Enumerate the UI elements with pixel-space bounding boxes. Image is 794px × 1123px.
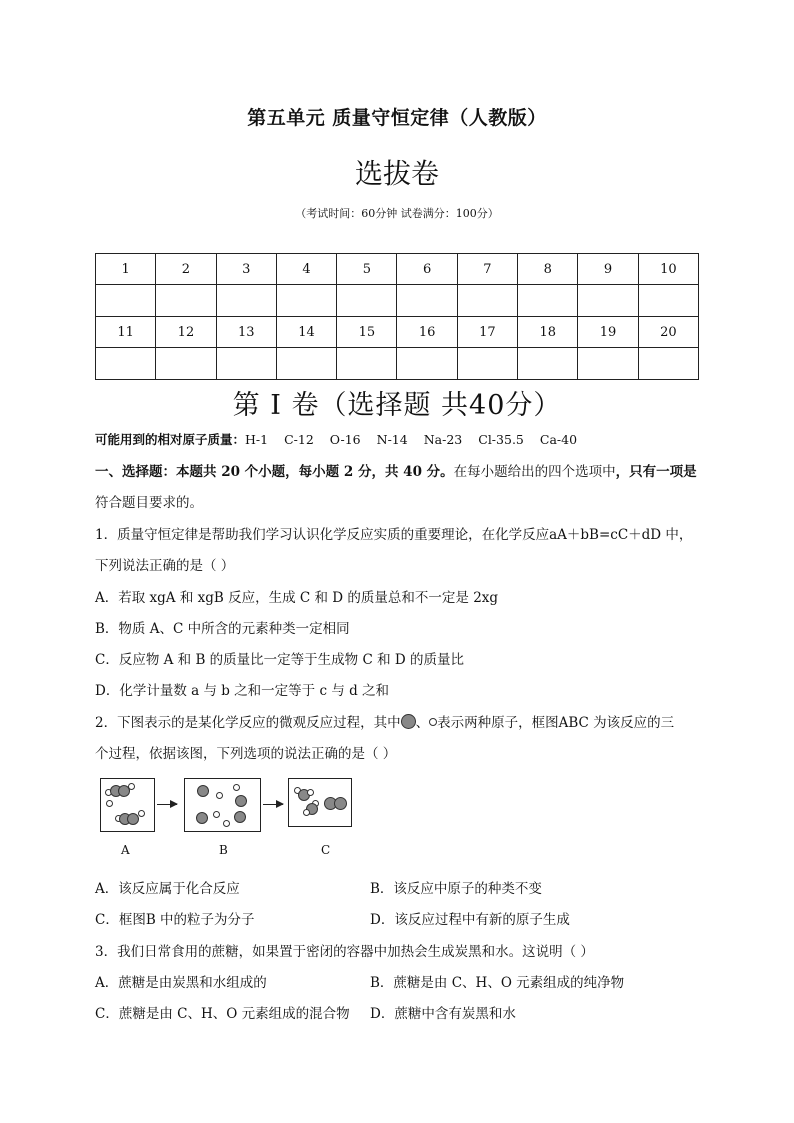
- q1-option-b[interactable]: B．物质 A、C 中所含的元素种类一定相同: [95, 621, 350, 637]
- q1-option-a[interactable]: A．若取 xgA 和 xgB 反应，生成 C 和 D 的质量总和不一定是 2xg: [95, 590, 499, 606]
- document-title: 第五单元 质量守恒定律（人教版）: [247, 107, 547, 129]
- part-title: 第 I 卷（选择题 共40分）: [232, 390, 562, 421]
- q1-stem-line1: 1．质量守恒定律是帮助我们学习认识化学反应实质的重要理论，在化学反应aA＋bB=cC＋dD 中，: [95, 527, 693, 543]
- section-heading-title: 一、选择题：本题共 20 个小题，每小题 2 分，共 40 分。: [95, 464, 454, 480]
- q3-stem: 3．我们日常食用的蔗糖，如果置于密闭的容器中加热会生成炭黑和水。这说明（ ）: [95, 944, 594, 960]
- q1-option-d[interactable]: D．化学计量数 a 与 b 之和一定等于 c 与 d 之和: [95, 683, 390, 699]
- q3-option-d[interactable]: D．蔗糖中含有炭黑和水: [370, 1006, 516, 1022]
- grey-atom: [197, 785, 209, 797]
- white-atom: [233, 784, 240, 791]
- answer-cell[interactable]: [96, 285, 156, 317]
- grid-number-cell: 15: [337, 317, 397, 348]
- arrow-b-c: [263, 804, 283, 805]
- grid-number-cell: 5: [337, 254, 397, 285]
- white-atom: [213, 811, 220, 818]
- grid-number-cell: 8: [518, 254, 578, 285]
- q2-stem-part1: 2．下图表示的是某化学反应的微观反应过程，其中: [95, 715, 401, 731]
- answer-cell[interactable]: [216, 348, 276, 380]
- answer-cell[interactable]: [578, 285, 638, 317]
- q3-option-a[interactable]: A．蔗糖是由炭黑和水组成的: [95, 975, 267, 991]
- grid-number-cell: 20: [638, 317, 698, 348]
- q3-option-c[interactable]: C．蔗糖是由 C、H、O 元素组成的混合物: [95, 1006, 350, 1022]
- grey-atom: [196, 812, 208, 824]
- white-atom: [216, 792, 223, 799]
- answer-grid: [95, 253, 699, 380]
- reaction-diagram: [100, 773, 360, 863]
- grid-number-cell: 6: [397, 254, 457, 285]
- white-atom: [223, 820, 230, 827]
- answer-cell[interactable]: [276, 285, 336, 317]
- arrow-a-b: [157, 804, 177, 805]
- grey-atom: [334, 797, 347, 810]
- section-heading: [95, 460, 697, 480]
- section-heading-text-a: 在每小题给出的四个选项中: [453, 464, 616, 480]
- answer-cell[interactable]: [156, 285, 216, 317]
- grid-number-cell: 14: [276, 317, 336, 348]
- grid-number-cell: 2: [156, 254, 216, 285]
- q2-stem-line1: [95, 711, 674, 731]
- grid-number-cell: 11: [96, 317, 156, 348]
- q2-stem-line2: 个过程，依据该图，下列选项的说法正确的是（ ）: [95, 746, 397, 762]
- grid-header-row-1: [96, 254, 699, 285]
- document-subtitle: 选拔卷: [354, 157, 439, 190]
- white-atom: [106, 800, 113, 807]
- q2-option-c[interactable]: C．框图B 中的粒子为分子: [95, 912, 255, 928]
- atomic-mass-item: Ca-40: [539, 432, 578, 447]
- atomic-mass-item: H-1: [245, 432, 269, 447]
- grid-answer-row-1: [96, 285, 699, 317]
- grid-number-cell: 17: [457, 317, 517, 348]
- frame-label-a: A: [121, 843, 130, 857]
- frame-label-b: B: [219, 843, 228, 857]
- answer-cell[interactable]: [337, 285, 397, 317]
- q3-option-b[interactable]: B．蔗糖是由 C、H、O 元素组成的纯净物: [370, 975, 625, 991]
- frame-b: [184, 778, 261, 832]
- q2-option-b[interactable]: B．该反应中原子的种类不变: [370, 881, 542, 897]
- answer-cell[interactable]: [518, 285, 578, 317]
- answer-cell[interactable]: [156, 348, 216, 380]
- grey-atom: [234, 811, 246, 823]
- answer-cell[interactable]: [457, 285, 517, 317]
- grid-number-cell: 4: [276, 254, 336, 285]
- section-heading-line2: 符合题目要求的。: [95, 495, 203, 511]
- atomic-masses-line: [95, 430, 593, 448]
- q1-stem-line2: 下列说法正确的是（ ）: [95, 558, 235, 574]
- exam-info: （考试时间：60分钟 试卷满分：100分）: [295, 207, 499, 220]
- answer-cell[interactable]: [216, 285, 276, 317]
- grid-number-cell: 13: [216, 317, 276, 348]
- grid-number-cell: 16: [397, 317, 457, 348]
- answer-cell[interactable]: [397, 348, 457, 380]
- answer-cell[interactable]: [337, 348, 397, 380]
- atomic-mass-item: Cl-35.5: [478, 432, 524, 447]
- atomic-mass-item: O-16: [329, 432, 361, 447]
- answer-cell[interactable]: [518, 348, 578, 380]
- atomic-mass-item: C-12: [284, 432, 314, 447]
- frame-c: [288, 778, 352, 827]
- answer-cell[interactable]: [96, 348, 156, 380]
- atomic-mass-item: N-14: [376, 432, 408, 447]
- frame-a: [100, 778, 155, 832]
- grey-atom-icon: [401, 714, 416, 729]
- answer-cell[interactable]: [276, 348, 336, 380]
- q1-option-c[interactable]: C．反应物 A 和 B 的质量比一定等于生成物 C 和 D 的质量比: [95, 652, 464, 668]
- grid-number-cell: 1: [96, 254, 156, 285]
- white-atom-icon: [429, 718, 437, 726]
- frame-label-c: C: [321, 843, 331, 857]
- atomic-mass-item: Na-23: [423, 432, 463, 447]
- white-atom: [303, 809, 310, 816]
- q2-option-d[interactable]: D．该反应过程中有新的原子生成: [370, 912, 570, 928]
- grey-atom: [127, 813, 139, 825]
- q2-stem-sep: 、: [415, 715, 430, 731]
- grid-number-cell: 3: [216, 254, 276, 285]
- answer-cell[interactable]: [397, 285, 457, 317]
- grid-answer-row-2: [96, 348, 699, 380]
- white-atom: [128, 783, 135, 790]
- answer-cell[interactable]: [578, 348, 638, 380]
- q2-stem-part2: 表示两种原子，框图ABC 为该反应的三: [437, 715, 675, 731]
- answer-cell[interactable]: [638, 285, 698, 317]
- answer-cell[interactable]: [638, 348, 698, 380]
- grid-number-cell: 12: [156, 317, 216, 348]
- grid-number-cell: 9: [578, 254, 638, 285]
- atomic-masses-label: 可能用到的相对原子质量：: [95, 432, 246, 447]
- grid-number-cell: 19: [578, 317, 638, 348]
- section-heading-text-b: ，只有一项是: [615, 464, 697, 480]
- q2-option-a[interactable]: A．该反应属于化合反应: [95, 881, 240, 897]
- grid-header-row-2: [96, 317, 699, 348]
- answer-cell[interactable]: [457, 348, 517, 380]
- grey-atom: [235, 795, 247, 807]
- grid-number-cell: 10: [638, 254, 698, 285]
- white-atom: [307, 789, 314, 796]
- grid-number-cell: 7: [457, 254, 517, 285]
- grid-number-cell: 18: [518, 317, 578, 348]
- white-atom: [138, 810, 145, 817]
